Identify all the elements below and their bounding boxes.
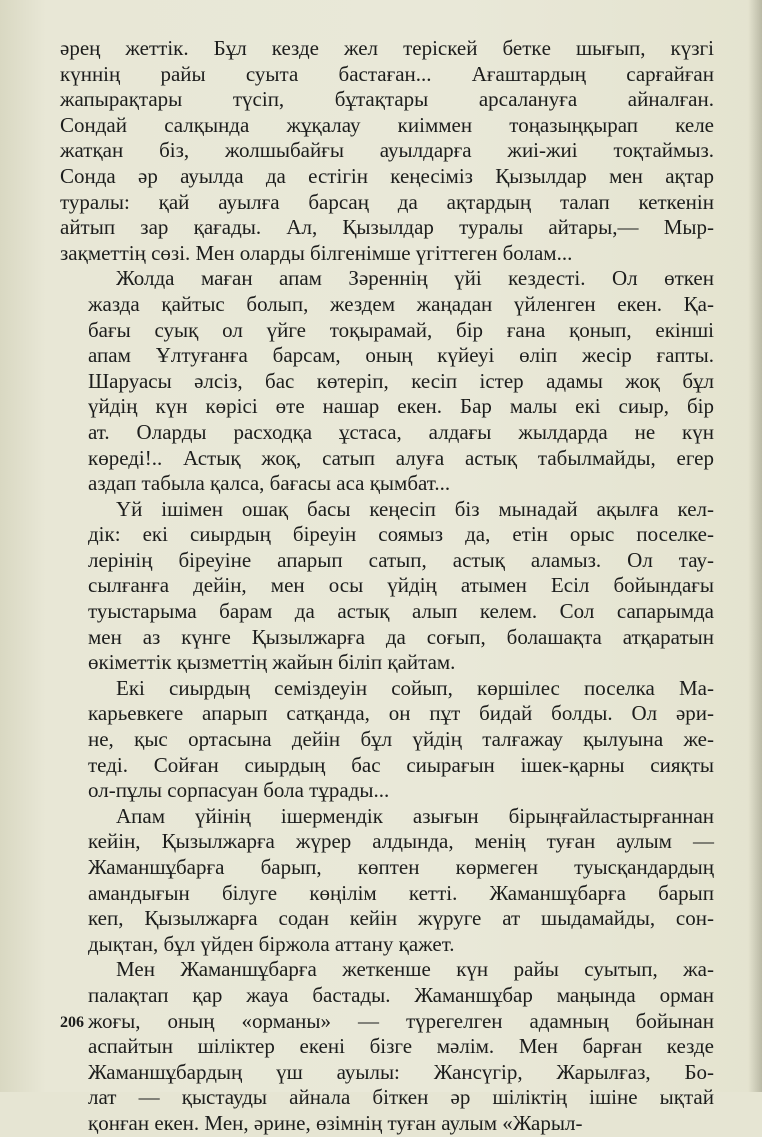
text-line: лерінің біреуіне апарып сатып, астық аламыз. Ол тау- bbox=[88, 547, 714, 572]
text-line: Екі сиырдың семіздеуін сойып, көршілес поселка Ма- bbox=[116, 675, 714, 700]
text-line: ат. Оларды расходқа ұстаса, алдағы жылдарда не күн bbox=[88, 419, 714, 444]
text-line: палақтап қар жауа бастады. Жаманшұбар маңында орман bbox=[88, 982, 714, 1007]
text-line: не, қыс ортасына дейін бұл үйдің талғажау қылуына же- bbox=[88, 727, 714, 752]
paragraph bbox=[60, 497, 714, 676]
text-line: жазда қайтыс болып, жездем жаңадан үйленген екен. Қа- bbox=[88, 291, 714, 316]
text-line: əрең жеттік. Бұл кезде жел теріскей беткe шығып, күзгі bbox=[60, 36, 714, 60]
text-line: жатқан біз, жолшыбайғы ауылдарға жиі-жиі тоқтаймыз. bbox=[60, 138, 714, 163]
paragraph bbox=[60, 266, 714, 496]
text-line: сылғанға дейін, мен осы үйдің атымен Есіл бойындағы bbox=[88, 573, 714, 598]
paragraph bbox=[60, 957, 714, 1136]
text-line: бағы суық ол үйге тоқырамай, бір ғана қонып, екінші bbox=[88, 317, 714, 342]
text-line: амандығын білуге көңілім кетті. Жаманшұбарға барып bbox=[88, 880, 714, 905]
page-number: 206 bbox=[60, 1014, 84, 1031]
paragraph bbox=[60, 804, 714, 958]
text-line: кеп, Қызылжарға содан кейін жүруге ат шыдамайды, сон- bbox=[88, 906, 714, 931]
paragraph bbox=[60, 36, 714, 266]
paragraph bbox=[60, 676, 714, 804]
text-line: Жолда маған апам Зәреннің үйі кездесті. Ол өткен bbox=[116, 266, 714, 291]
text-line: теді. Сойған сиырдың бас сиырағын ішек-қарны сияқты bbox=[88, 752, 714, 777]
text-line: карьевкеге апарып сатқанда, он пұт бидай болды. Ол әри- bbox=[88, 701, 714, 726]
text-line: ол-пұлы сорпасуан бола тұрады... bbox=[88, 778, 390, 803]
text-line: аспайтын шіліктер екені бізге мәлім. Мен барған кезде bbox=[88, 1034, 714, 1059]
text-line: жапырақтары түсіп, бұтақтары арсалануға айналған. bbox=[60, 87, 714, 112]
text-line: көреді!.. Астық жоқ, сатып алуға астық табылмайды, егер bbox=[88, 445, 714, 470]
text-line: Апам үйінің ішермендік азығын бірыңғайластырғаннан bbox=[116, 803, 714, 828]
text-line: Жаманшұбарға барып, көптен көрмеген туысқандардың bbox=[88, 855, 714, 879]
text-line: Мен Жаманшұбарға жеткенше күн райы суытып, жа- bbox=[116, 957, 714, 982]
text-line: Сондай салқында жұқалау киіммен тоңазыңқырап келе bbox=[60, 112, 714, 137]
text-line: Жаманшұбардың үш ауылы: Жансүгір, Жарылғаз, Бо- bbox=[88, 1059, 714, 1084]
text-line: жоғы, оның «орманы» — түрегелген адамның бойынан bbox=[88, 1008, 714, 1033]
text-line: Шаруасы әлсіз, бас көтеріп, кесіп істер адамы жоқ бұл bbox=[88, 368, 714, 393]
text-line: Сонда әр ауылда да естігін кеңесіміз Қызылдар мен ақтар bbox=[60, 163, 714, 188]
text-line: апам Ұлтуғанға барсам, оның күйеуі өліп жесір ғапты. bbox=[88, 343, 714, 368]
text-line: туыстарыма барам да астық алып келем. Сол сапарымда bbox=[88, 599, 714, 624]
page-text-body bbox=[60, 36, 714, 1137]
text-line: үйдің күн көрісі өте нашар екен. Бар малы екі сиыр, бір bbox=[88, 394, 714, 419]
text-line: мен аз күнге Қызылжарға да соғып, болашақта атқаратын bbox=[88, 624, 714, 649]
text-line: айтып зар қағады. Ал, Қызылдар туралы айтары,— Мыр- bbox=[60, 215, 714, 240]
text-line: дықтан, бұл үйден біржола аттану қажет. bbox=[88, 931, 455, 956]
text-line: қонған екен. Мен, әрине, өзімнің туған аулым «Жарыл- bbox=[88, 1110, 583, 1135]
text-line: аздап табыла қалса, бағасы аса қымбат... bbox=[88, 471, 451, 496]
text-line: Үй ішімен ошақ басы кеңесіп біз мынадай ақылға кел- bbox=[116, 496, 714, 521]
text-line: күннің райы суыта бастаған... Ағаштардың сарғайған bbox=[60, 61, 714, 86]
text-line: өкіметтік қызметтің жайын біліп қайтам. bbox=[88, 650, 456, 675]
text-line: зақметтің сөзі. Мен оларды білгенімше үгіттеген болам... bbox=[60, 240, 573, 265]
page-edge-shadow bbox=[748, 0, 762, 1092]
text-line: кейін, Қызылжарға жүрер алдында, менің туған аулым — bbox=[88, 829, 714, 854]
text-line: дік: екі сиырдың біреуін соямыз да, етін орыс поселке- bbox=[88, 522, 714, 547]
text-line: туралы: қай ауылға барсаң да ақтардың талап кеткенін bbox=[60, 189, 714, 214]
text-line: лат — қыстауды айнала біткен әр шіліктің ішіне ықтай bbox=[88, 1085, 714, 1110]
